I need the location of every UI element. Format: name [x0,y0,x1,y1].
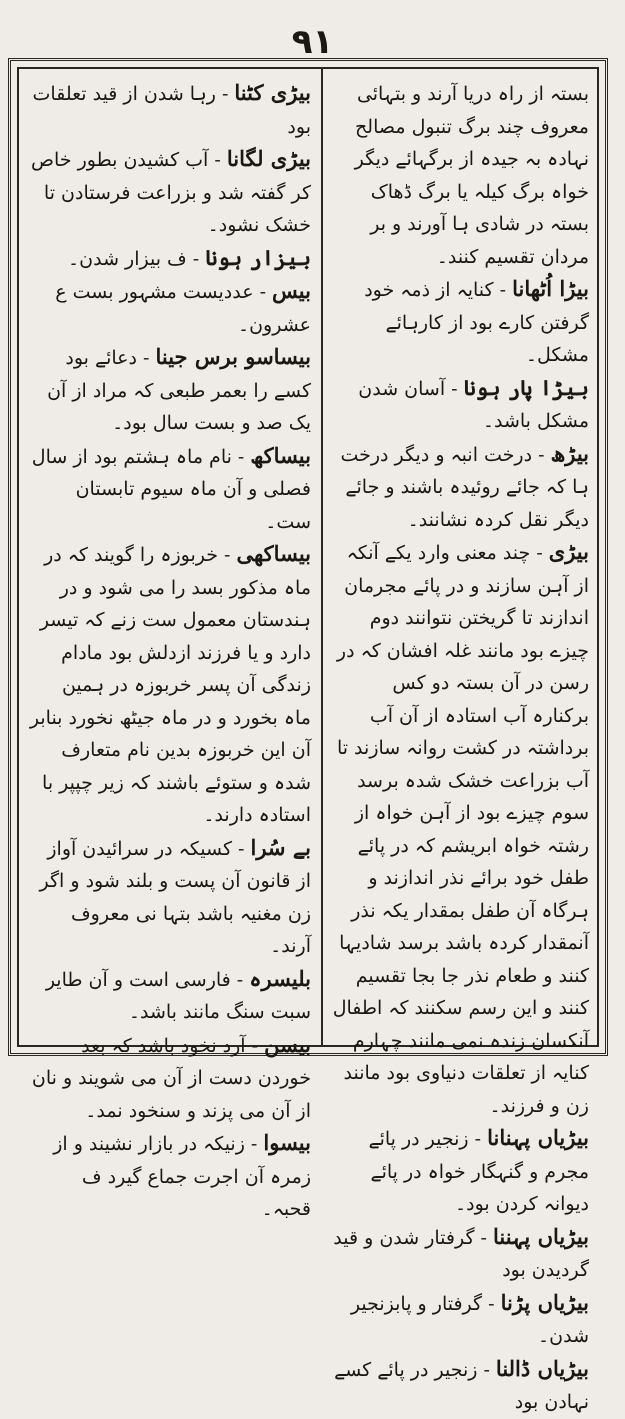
entry-definition: - ف بیزار شدن۔ [68,247,206,270]
dictionary-entry [330,77,589,273]
right-column [330,77,589,1413]
dictionary-entry [29,832,311,963]
dictionary-entry [29,963,311,1029]
dictionary-entry [330,273,589,372]
dictionary-entry [330,1122,589,1221]
entry-headword: بیسن [264,1031,311,1057]
entry-definition: - زنیکہ در بازار نشیند و از زمرہ آن اجرت جماع گیرد ف قحبہ۔ [53,1133,311,1220]
entry-headword: بیڑھ [550,440,589,466]
entry-headword: بیڑی [548,539,589,564]
entry-headword: بیڑی کٹنا [234,80,311,105]
entry-definition: - عددیست مشہور بست ع عشرون۔ [55,281,311,336]
entry-headword: بیڑی لگانا [226,146,311,171]
entry-headword: بیڑا پار ہونا [463,374,589,400]
entry-definition: - درخت انبہ و دیگر درخت ہا کہ جائے روئیدہ باشند و جائے دیگر نقل کردہ نشانند۔ [340,443,589,531]
entry-headword: بیڑا اُٹھانا [512,276,589,301]
entry-headword: بے سُرا [250,834,311,860]
entry-definition: - آرد نخود باشد کہ بعد خوردن دست از آن می شویند و نان از آن می پزند و سنخود نمد۔ [31,1034,311,1122]
page-frame [8,58,608,1413]
dictionary-entry [330,1287,589,1353]
entry-headword: بیسوا [263,1130,311,1155]
dictionary-entry [330,372,589,438]
entry-headword: بیساکھی [236,541,311,566]
dictionary-entry [29,77,311,143]
entry-headword: بیزار ہونا [205,244,311,270]
entry-headword: بیڑیاں ڈالنا [495,1355,589,1381]
dictionary-entry [29,143,311,242]
left-column [29,77,311,1220]
entry-headword: بیڑیاں پڑنا [500,1289,589,1315]
entry-definition: - نام ماہ ہشتم بود از سال فصلی و آن ماہ سیوم تابستان ست۔ [31,445,311,533]
entry-headword: بیڑیاں پہننا [493,1223,589,1249]
dictionary-entry [330,536,589,1122]
column-divider [321,69,323,1045]
entry-definition: - گرفتار و پابزنجیر شدن۔ [350,1292,589,1347]
dictionary-entry [29,1029,311,1128]
entry-definition: بستہ از راہ دریا آرند و بتہائی معروف چند برگ تنبول مصالح نہادہ بہ جیدہ از برگہائے دیگر خواہ برگ کیلہ یا برگ ڈھاک بستہ در شادی ہا آورند و بر مردان تقسیم کنند۔ [354,83,589,268]
entry-definition: - آب کشیدن بطور خاص کر گفتہ شد و بزراعت فرستادن تا خشک نشود۔ [31,149,311,236]
entry-headword: بیساسو برس جینا [155,344,311,369]
page-number: ۹۱ [291,22,334,62]
entry-definition: - خربوزہ را گویند کہ در ماہ مذکور بسد را می شود و در ہندستان معمول ست زنے کہ تیسر دارد و یا فرزند ازدلش بود مادام زندگی آن پسر خربوزہ در ہمین ماہ بخورد و در ماہ جیٹھ نخورد بنابر آن این خربوزہ بدین نام متعارف شدہ و ستوئے باشند کہ زیر چپپر با استادہ دارند۔ [29,544,311,826]
entry-headword: بیس [272,278,311,303]
dictionary-entry [29,538,311,832]
dictionary-entry [330,1353,589,1419]
entry-definition: - چند معنی وارد یکے آنکہ از آہن سازند و در پائے مجرمان اندازند تا گریختن نتوانند دوم چیزے بود مانند غلہ افشان کہ در رسن در آن بستہ دو کس برکنارہ آب استادہ از آن آب برداشتہ در کشت روانہ سازند تا آب بزراعت خشک شدہ برسد سوم چیزے بود از آہن خواہ از رشتہ خواہ ابریشم کہ در پائے طفل خود برائے نذر اندازند و ہرگاہ آن طفل بمقدار یکہ نذر آنمقدار کردہ باشد برسد شادیہا کنند و طعام نذر جا بجا تقسیم کنند و این رسم سکنند کہ اطفال آنکسان زندہ نمی مانند چہارم کنایہ از تعلقات دنیاوی بود مانند زن و فرزند۔ [332,542,589,1117]
entry-definition: - رہا شدن از قید تعلقات بود [32,83,311,138]
entry-definition: - آسان شدن مشکل باشد۔ [358,377,589,432]
dictionary-entry [330,1221,589,1287]
entry-headword: بیساکھ [250,442,311,468]
dictionary-entry [29,341,311,440]
page-inner-border [17,67,599,1413]
dictionary-entry [330,438,589,537]
entry-definition: - زنجیر در پائے کسے نہادن بود [334,1358,589,1413]
entry-headword: بلیسرہ [249,965,311,991]
entry-definition: - کسیکہ در سرائیدن آواز از قانون آن پست و بلند شود و اگر زن مغنیہ باشد بتہا نی معروف آرند۔ [39,837,311,957]
entry-definition: - گرفتار شدن و قید گردیدن بود [333,1226,589,1281]
entry-definition: - کنایہ از ذمہ خود گرفتن کارے بود از کارہائے مشکل۔ [364,279,589,366]
entry-headword: بیڑیاں پہنانا [487,1125,589,1150]
dictionary-entry [29,242,311,276]
dictionary-entry [29,440,311,539]
dictionary-entry [29,275,311,341]
entry-definition: - دعائے بود کسے را بعمر طبعی کہ مراد از آن یک صد و بست سال بود۔ [47,347,311,434]
dictionary-entry [29,1127,311,1226]
entry-definition: - زنجیر در پائے مجرم و گنہگار خواہ در پائے دیوانہ کردن بود۔ [368,1128,589,1215]
entry-definition: - فارسی است و آن طایر سبت سنگ مانند باشد۔ [45,968,311,1023]
